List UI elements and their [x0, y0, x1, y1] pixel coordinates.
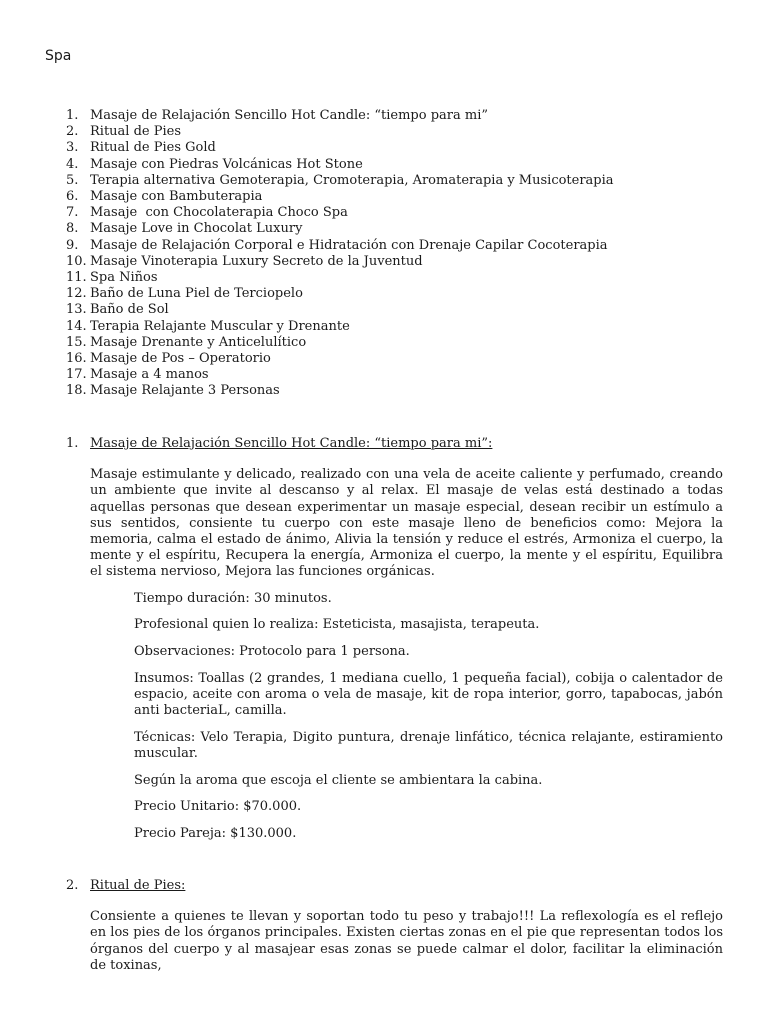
list-item-text: Terapia alternativa Gemoterapia, Cromoterapia, Aromaterapia y Musicoterapia: [90, 172, 614, 188]
section-title: Ritual de Pies:: [90, 878, 186, 893]
list-item: [66, 108, 726, 124]
list-item: [66, 173, 726, 189]
list-item-text: Masaje Vinoterapia Luxury Secreto de la Juventud: [90, 253, 423, 269]
list-item: [66, 205, 726, 221]
list-item-number: 5.: [66, 172, 79, 188]
list-item-number: 2.: [66, 124, 79, 140]
list-item: [66, 140, 726, 156]
list-item: [66, 286, 726, 302]
list-item-number: 3.: [66, 140, 79, 156]
list-item-number: 11.: [66, 270, 87, 286]
couple-price: Precio Pareja: $130.000.: [134, 826, 297, 842]
list-item: [66, 254, 726, 270]
list-item-text: Masaje con Bambuterapia: [90, 189, 263, 205]
list-item-text: Masaje Love in Chocolat Luxury: [90, 221, 303, 237]
list-item: [66, 189, 726, 205]
section-foot-ritual: [66, 878, 723, 974]
list-item-number: 12.: [66, 286, 87, 302]
list-item: [66, 383, 726, 399]
list-item-text: Masaje Relajante 3 Personas: [90, 383, 280, 399]
list-item-text: Masaje a 4 manos: [90, 367, 209, 383]
list-item: [66, 157, 726, 173]
professional-text: Profesional quien lo realiza: Esteticista, masajista, terapeuta.: [134, 617, 540, 633]
list-item-number: 17.: [66, 367, 87, 383]
list-item-number: 14.: [66, 318, 87, 334]
section-number: 1.: [66, 436, 79, 451]
list-item-number: 8.: [66, 221, 79, 237]
list-item-number: 9.: [66, 237, 79, 253]
list-item-number: 4.: [66, 156, 79, 172]
list-item-number: 15.: [66, 334, 87, 350]
list-item-text: Masaje de Relajación Sencillo Hot Candle: “tiempo para mi”: [90, 108, 489, 123]
page-title: Spa: [45, 48, 72, 64]
list-item-text: Terapia Relajante Muscular y Drenante: [90, 318, 350, 334]
list-item: [66, 238, 726, 254]
supplies-text: Insumos: Toallas (2 grandes, 1 mediana cuello, 1 pequeña facial), cobija o calentador de espacio, aceite con aroma o vela de masaje, kit de ropa interior, gorro, tapabocas, jabón anti bacteriaL, camilla.: [134, 670, 723, 719]
list-item-text: Baño de Sol: [90, 302, 169, 318]
list-item: [66, 302, 726, 318]
duration-text: Tiempo duración: 30 minutos.: [134, 590, 332, 606]
techniques-text: Técnicas: Velo Terapia, Digito puntura, drenaje linfático, técnica relajante, estiramiento muscular.: [134, 729, 723, 762]
list-item-number: 10.: [66, 253, 87, 269]
list-item: [66, 270, 726, 286]
list-item-text: Spa Niños: [90, 270, 158, 286]
list-item-text: Ritual de Pies Gold: [90, 140, 216, 156]
service-details: [134, 591, 723, 843]
list-item: [66, 124, 726, 140]
section-heading: [66, 878, 723, 894]
list-item: [66, 221, 726, 237]
section-description: Consiente a quienes te llevan y soportan todo tu peso y trabajo!!! La reflexología es el reflejo en los pies de los órganos principales. Existen ciertas zonas en el pie que representan todos los órganos del cuerpo y al masajear esas zonas se puede calmar el dolor, facilitar la eliminación de toxinas,: [90, 909, 723, 973]
section-heading: [66, 436, 723, 452]
list-item: [66, 319, 726, 335]
list-item-text: Masaje Drenante y Anticelulítico: [90, 334, 307, 350]
list-item: [66, 367, 726, 383]
list-item-text: Masaje con Piedras Volcánicas Hot Stone: [90, 156, 363, 172]
list-item-text: Masaje de Relajación Corporal e Hidratación con Drenaje Capilar Cocoterapia: [90, 237, 608, 253]
section-description: Masaje estimulante y delicado, realizado con una vela de aceite caliente y perfumado, creando un ambiente que invite al descanso y al relax. El masaje de velas está destinado a todas aquellas personas que desean experimentar un masaje especial, desean recibir un estímulo a sus sentidos, consiente tu cuerpo con este masaje lleno de beneficios como: Mejora la memoria, calma el estado de ánimo, Alivia la tensión y reduce el estrés, Armoniza el cuerpo, la mente y el espíritu, Recupera la energía, Armoniza el cuerpo, la mente y el espíritu, Equilibra el sistema nervioso, Mejora las funciones orgánicas.: [90, 467, 723, 580]
list-item-number: 6.: [66, 189, 79, 205]
service-list: [66, 108, 726, 400]
list-item-number: 7.: [66, 205, 79, 221]
list-item: [66, 351, 726, 367]
list-item-text: Baño de Luna Piel de Terciopelo: [90, 286, 303, 302]
list-item-number: 1.: [66, 108, 79, 123]
aroma-note: Según la aroma que escoja el cliente se ambientara la cabina.: [134, 772, 543, 788]
list-item-number: 16.: [66, 351, 87, 367]
list-item-text: Masaje con Chocolaterapia Choco Spa: [90, 205, 348, 221]
section-hot-candle: [66, 436, 723, 853]
list-item-number: 13.: [66, 302, 87, 318]
section-number: 2.: [66, 878, 79, 893]
section-title: Masaje de Relajación Sencillo Hot Candle: “tiempo para mi”:: [90, 436, 493, 451]
list-item-number: 18.: [66, 383, 87, 399]
list-item-text: Masaje de Pos – Operatorio: [90, 351, 271, 367]
observations-text: Observaciones: Protocolo para 1 persona.: [134, 644, 410, 660]
unit-price: Precio Unitario: $70.000.: [134, 799, 302, 815]
list-item-text: Ritual de Pies: [90, 124, 181, 140]
list-item: [66, 335, 726, 351]
